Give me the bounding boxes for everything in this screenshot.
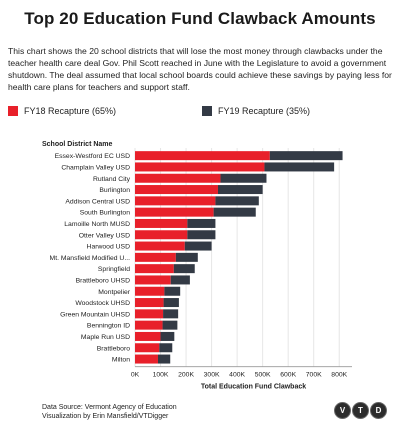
bar-fy19-6 <box>187 219 215 228</box>
bar-fy19-16 <box>161 332 175 341</box>
bar-fy18-11 <box>135 275 171 284</box>
x-tick-label-6: 600K <box>280 371 297 379</box>
bar-fy19-18 <box>158 355 170 364</box>
x-tick-label-3: 300K <box>203 371 220 379</box>
bar-fy19-10 <box>174 264 195 273</box>
bar-fy19-13 <box>164 298 179 307</box>
bar-fy18-18 <box>135 355 158 364</box>
bar-fy19-12 <box>164 287 180 296</box>
bar-fy19-1 <box>264 162 334 171</box>
bar-fy19-7 <box>187 230 215 239</box>
bar-fy19-17 <box>159 343 172 352</box>
bar-fy19-14 <box>163 309 178 318</box>
bar-fy18-1 <box>135 162 264 171</box>
category-label-5: South Burlington <box>79 209 130 217</box>
x-tick-label-0: 0K <box>130 371 140 379</box>
category-label-16: Maple Run USD <box>80 333 130 341</box>
bar-fy18-12 <box>135 287 164 296</box>
bar-fy18-9 <box>135 253 176 262</box>
bar-fy18-2 <box>135 174 221 183</box>
category-label-15: Bennington ID <box>86 322 130 330</box>
category-label-12: Montpelier <box>98 288 130 296</box>
legend-label-fy18: FY18 Recapture (65%) <box>24 106 117 116</box>
bar-fy18-4 <box>135 196 215 205</box>
data-source: Data Source: Vermont Agency of Education <box>42 404 177 411</box>
x-tick-label-4: 400K <box>229 371 246 379</box>
category-label-0: Essex-Westford EC USD <box>54 153 130 161</box>
category-label-1: Champlain Valley USD <box>61 164 130 172</box>
x-tick-label-2: 200K <box>178 371 194 379</box>
bar-fy18-10 <box>135 264 174 273</box>
bar-fy19-9 <box>176 253 198 262</box>
vtd-logo-v: V <box>334 402 351 419</box>
bar-fy18-7 <box>135 230 187 239</box>
column-header: School District Name <box>42 141 113 148</box>
bar-fy19-2 <box>221 174 267 183</box>
footer <box>42 403 177 421</box>
bar-fy18-16 <box>135 332 161 341</box>
category-label-10: Springfield <box>97 266 130 274</box>
chart-title: Top 20 Education Fund Clawback Amounts <box>24 9 376 28</box>
category-label-4: Addison Central USD <box>65 198 130 206</box>
x-tick-label-7: 700K <box>305 371 322 379</box>
bar-fy19-8 <box>185 242 212 251</box>
category-label-18: Milton <box>111 356 130 364</box>
vtd-logo-t: T <box>352 402 369 419</box>
category-label-13: Woodstock UHSD <box>75 300 130 308</box>
bar-fy19-15 <box>163 321 178 330</box>
category-label-3: Burlington <box>99 187 130 195</box>
bar-fy19-11 <box>171 275 190 284</box>
visualization-credit: Visualization by Erin Mansfield/VTDigger <box>42 413 169 420</box>
category-label-7: Otter Valley USD <box>78 232 130 240</box>
bar-fy18-15 <box>135 321 163 330</box>
bar-fy18-0 <box>135 151 270 160</box>
category-label-11: Brattleboro UHSD <box>75 277 130 285</box>
category-label-14: Green Mountain UHSD <box>60 311 130 319</box>
category-label-8: Harwood USD <box>86 243 130 251</box>
x-tick-label-1: 100K <box>152 371 169 379</box>
bar-fy18-8 <box>135 242 185 251</box>
legend-label-fy19: FY19 Recapture (35%) <box>218 106 311 116</box>
bar-fy18-17 <box>135 343 159 352</box>
category-label-6: Lamoille North MUSD <box>64 220 130 228</box>
bar-fy19-3 <box>218 185 263 194</box>
bar-fy18-6 <box>135 219 187 228</box>
bar-fy18-5 <box>135 208 214 217</box>
bar-fy19-5 <box>214 208 256 217</box>
category-label-9: Mt. Mansfield Modified U... <box>49 254 130 262</box>
bar-fy18-3 <box>135 185 218 194</box>
bar-fy18-13 <box>135 298 164 307</box>
chart-description: This chart shows the 20 school districts that will lose the most money through clawbacks under the teacher health care deal Gov. Phil Scott reached in June with the Legislature to avoid a government shutdown. The deal assumed that local school boards could achieve these savings by paying less for health care plans for teachers and support staff. <box>8 46 392 92</box>
x-tick-label-8: 800K <box>331 371 348 379</box>
x-axis-title: Total Education Fund Clawback <box>200 383 307 391</box>
bar-fy19-0 <box>270 151 343 160</box>
bar-fy18-14 <box>135 309 163 318</box>
bar-fy19-4 <box>215 196 258 205</box>
category-label-2: Rutland City <box>92 175 130 183</box>
category-label-17: Brattleboro <box>96 345 130 353</box>
vtd-logo-d: D <box>370 402 387 419</box>
x-tick-label-5: 500K <box>254 371 271 379</box>
